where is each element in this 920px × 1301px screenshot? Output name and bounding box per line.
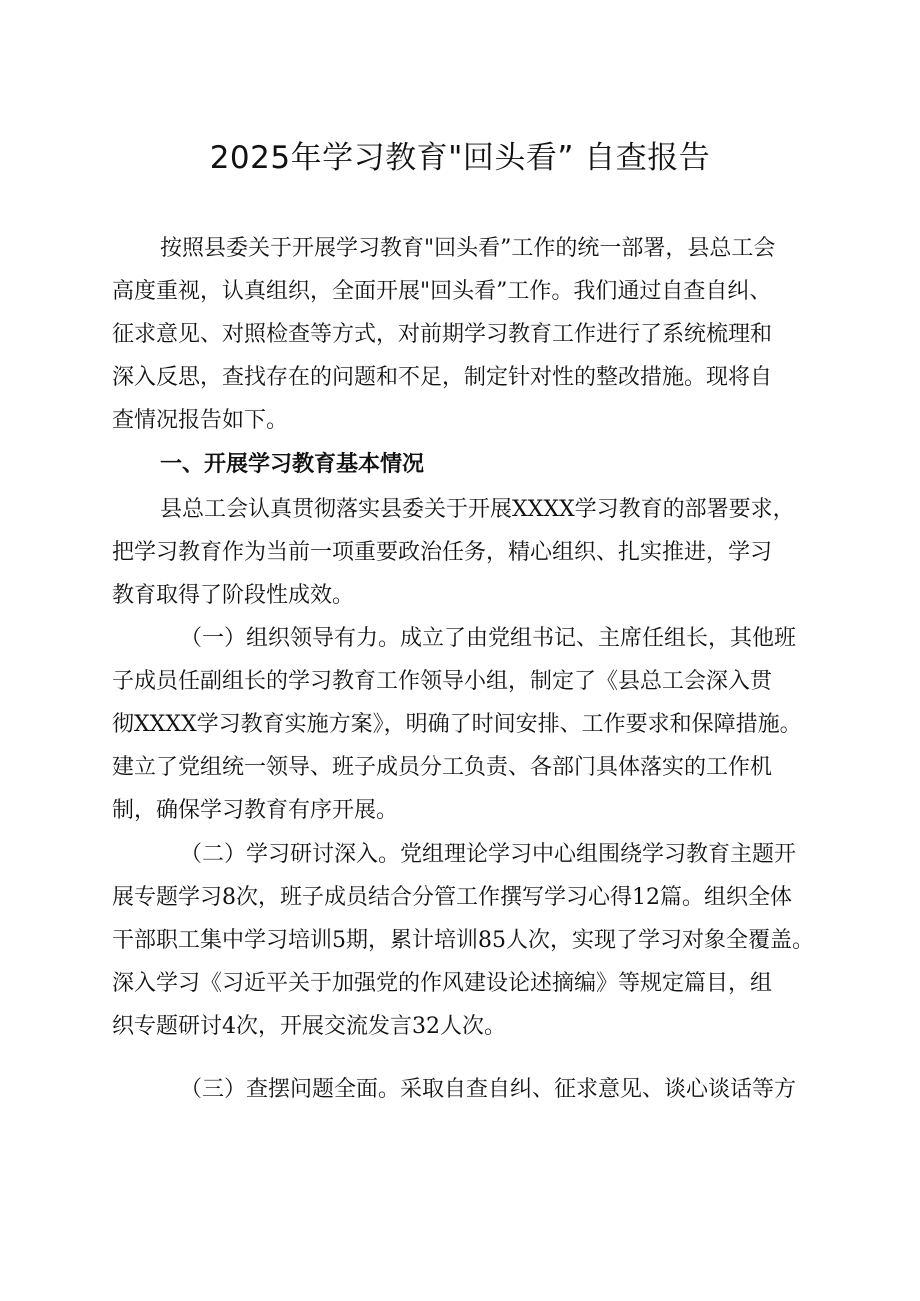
item-one-line: 制，确保学习教育有序开展。 (112, 798, 399, 823)
item-one-line: 彻XXXX学习教育实施方案》，明确了时间安排、工作要求和保障措施。 (112, 712, 802, 737)
intro-line: 高度重视，认真组织，全面开展"回头看”工作。我们通过自查自纠、 (112, 279, 772, 304)
section-heading: 一、开展学习教育基本情况 (160, 452, 425, 477)
item-three-line: （三）查摆问题全面。采取自查自纠、征求意见、谈心谈话等方 (180, 1077, 797, 1102)
item-two-line: 深入学习《习近平关于加强党的作风建设论述摘编》等规定篇目，组 (112, 971, 773, 996)
section-para-line: 把学习教育作为当前一项重要政治任务，精心组织、扎实推进，学习 (112, 540, 773, 565)
document-title: 2025年学习教育"回头看” 自查报告 (209, 140, 711, 176)
item-one-line: 子成员任副组长的学习教育工作领导小组，制定了《县总工会深入贯 (112, 669, 773, 694)
section-para-line: 县总工会认真贯彻落实县委关于开展XXXX学习教育的部署要求， (160, 497, 795, 522)
item-two-line: （二）学习研讨深入。党组理论学习中心组围绕学习教育主题开 (180, 842, 797, 867)
intro-line: 征求意见、对照检查等方式，对前期学习教育工作进行了系统梳理和 (112, 322, 773, 347)
item-one-line: （一）组织领导有力。成立了由党组书记、主席任组长，其他班 (180, 626, 797, 651)
item-two-line: 织专题研讨4次，开展交流发言32人次。 (112, 1014, 506, 1039)
item-two-line: 展专题学习8次，班子成员结合分管工作撰写学习心得12篇。组织全体 (112, 885, 792, 910)
item-one-line: 建立了党组统一领导、班子成员分工负责、各部门具体落实的工作机 (112, 755, 773, 780)
intro-line: 查情况报告如下。 (112, 408, 289, 433)
intro-line: 按照县委关于开展学习教育"回头看”工作的统一部署，县总工会 (160, 236, 776, 261)
section-para-line: 教育取得了阶段性成效。 (112, 583, 355, 608)
intro-line: 深入反思，查找存在的问题和不足，制定针对性的整改措施。现将自 (112, 365, 773, 390)
item-two-line: 干部职工集中学习培训5期，累计培训85人次，实现了学习对象全覆盖。 (112, 928, 814, 953)
